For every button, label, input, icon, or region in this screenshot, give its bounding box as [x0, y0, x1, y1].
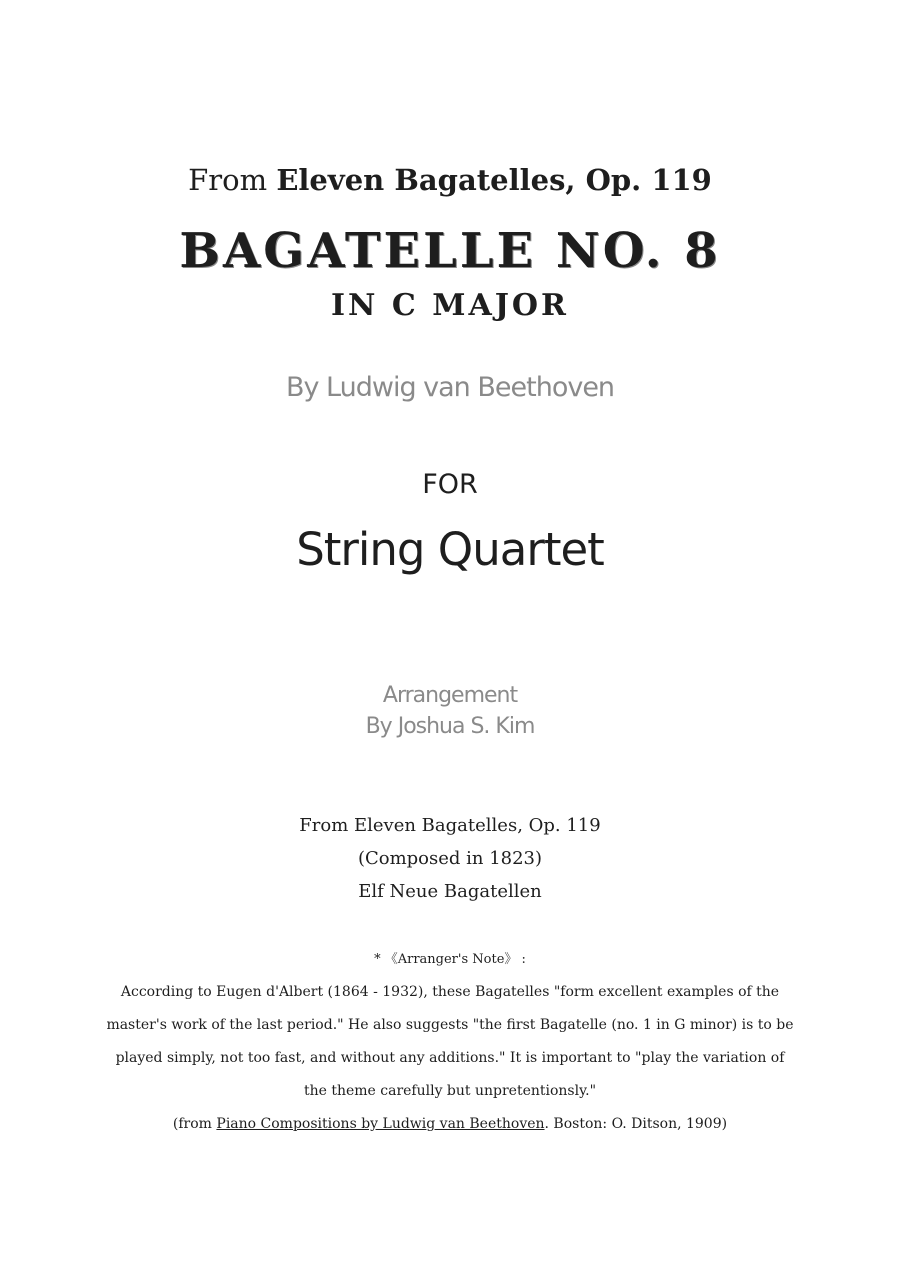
info-composed-date: (Composed in 1823)	[357, 848, 543, 869]
collection-title: Eleven Bagatelles, Op. 119	[276, 163, 712, 197]
info-collection: From Eleven Bagatelles, Op. 119	[299, 815, 601, 836]
collection-line	[0, 163, 900, 197]
note-line: According to Eugen d'Albert (1864 - 1932), these Bagatelles "form excellent examples of the	[120, 984, 780, 1000]
note-line: the theme carefully but unpretentionsly."	[303, 1083, 597, 1099]
arranger-credit: By Joshua S. Kim	[365, 714, 535, 739]
arrangers-note-heading: * 《Arranger's Note》 :	[374, 952, 526, 967]
source-title: Piano Compositions by Ludwig van Beethoven	[216, 1116, 545, 1132]
for-label: FOR	[422, 469, 478, 500]
composer-credit: By Ludwig van Beethoven	[285, 372, 615, 403]
source-open: (from	[172, 1116, 212, 1132]
info-german-title: Elf Neue Bagatellen	[358, 881, 542, 902]
note-source	[0, 1116, 900, 1132]
from-prefix: From	[188, 163, 268, 197]
arrangement-label: Arrangement	[382, 683, 518, 708]
piece-title: BAGATELLE NO. 8	[179, 223, 721, 279]
instrumentation: String Quartet	[296, 523, 604, 576]
source-rest: . Boston: O. Ditson, 1909)	[544, 1116, 728, 1132]
piece-key: IN C MAJOR	[331, 288, 569, 323]
note-line: master's work of the last period." He also suggests "the first Bagatelle (no. 1 in G minor) is to be	[106, 1017, 794, 1033]
note-line: played simply, not too fast, and without any additions." It is important to "play the variation of	[115, 1050, 785, 1066]
